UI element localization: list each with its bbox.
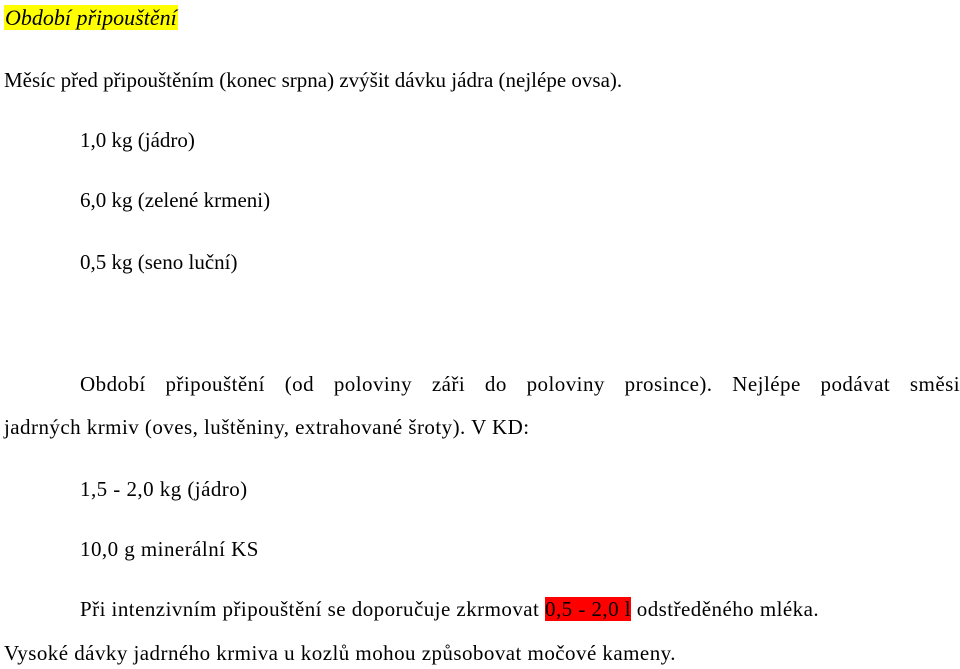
intensive-text-after: odstředěného mléka. (631, 597, 820, 621)
intro-paragraph: Měsíc před připouštěním (konec srpna) zvýšit dávku jádra (nejlépe ovsa). (4, 68, 623, 92)
intensive-text-before: Při intenzivním připouštění se doporučuje zkrmovat (80, 597, 546, 621)
ration-period-item: 1,5 - 2,0 kg (jádro) (80, 477, 248, 501)
ration-period-item: 10,0 g minerální KS (80, 537, 259, 561)
period-paragraph-line-2: jadrných krmiv (oves, luštěniny, extrahované šroty). V KD: (4, 415, 530, 439)
period-paragraph-line-1: Období připouštění (od poloviny záři do poloviny prosince). Nejlépe podávat směsi (80, 372, 960, 396)
heading (4, 4, 178, 32)
warning-paragraph: Vysoké dávky jadrného krmiva u kozlů mohou způsobovat močové kameny. (4, 641, 676, 665)
ration-before-item: 1,0 kg (jádro) (80, 128, 195, 152)
intensive-paragraph (80, 595, 819, 623)
intensive-highlight: 0,5 - 2,0 l (545, 597, 632, 621)
heading-text: Období připouštění (5, 5, 177, 30)
ration-before-item: 0,5 kg (seno luční) (80, 250, 238, 274)
ration-before-item: 6,0 kg (zelené krmeni) (80, 188, 271, 212)
